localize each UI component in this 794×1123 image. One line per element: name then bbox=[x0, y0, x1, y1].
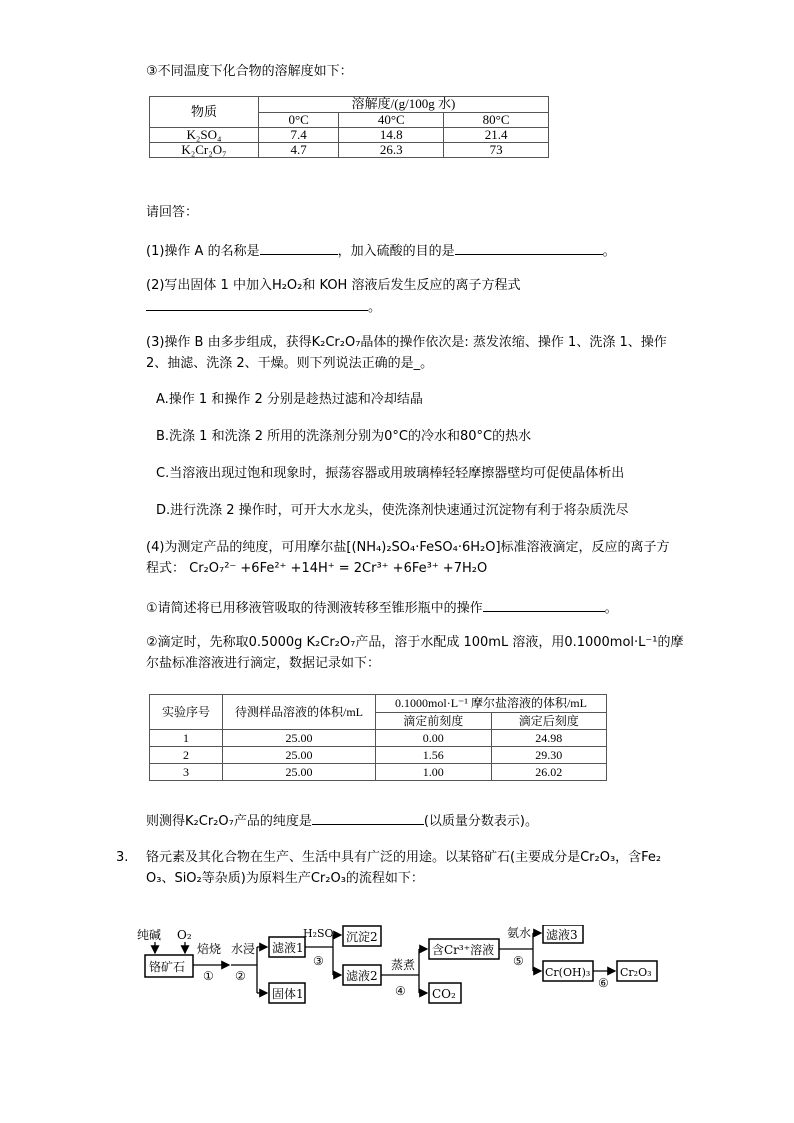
col-solubility: 溶解度/(g/100g 水) bbox=[259, 97, 549, 113]
answer-blank[interactable] bbox=[312, 810, 424, 825]
question-2-answer: 。 bbox=[146, 296, 381, 318]
question-3-text-line2: O₃、SiO₂等杂质)为原料生产Cr₂O₃的流程如下： bbox=[146, 871, 424, 886]
option-d: D.进行洗涤 2 操作时，可开大水龙头，使洗涤剂快速通过沉淀物有利于将杂质洗尽 bbox=[156, 503, 629, 518]
process-flow-diagram bbox=[135, 925, 695, 1010]
subquestion-1: ①请简述将已用移液管吸取的待测液转移至锥形瓶中的操作 。 bbox=[146, 597, 618, 619]
question-3-number: 3. bbox=[116, 850, 129, 865]
temp-80: 80°C bbox=[444, 112, 549, 128]
flow-cr3: 含Cr³⁺溶液 bbox=[432, 943, 495, 957]
col-substance: 物质 bbox=[150, 97, 259, 128]
temp-40: 40°C bbox=[339, 112, 444, 128]
table-row: 2 25.00 1.56 29.30 bbox=[150, 747, 607, 764]
flow-croh: Cr(OH)₃ bbox=[545, 966, 591, 979]
option-c: C.当溶液出现过饱和现象时，振荡容器或用玻璃棒轻轻摩擦器壁均可促使晶体析出 bbox=[156, 466, 625, 481]
option-b: B.洗涤 1 和洗涤 2 所用的洗涤剂分别为0°C的冷水和80°C的热水 bbox=[156, 429, 532, 444]
solubility-table bbox=[149, 96, 549, 158]
question-4-equation: 程式： Cr₂O₇²⁻ +6Fe²⁺ +14H⁺ = 2Cr³⁺ +6Fe³⁺ +7H₂O bbox=[146, 561, 488, 576]
answer-blank[interactable] bbox=[483, 597, 605, 612]
flow-solid1: 固体1 bbox=[272, 987, 304, 1001]
subquestion-2-line1: ②滴定时，先称取0.5000g K₂Cr₂O₇产品，溶于水配成 100mL 溶液，用0.1000mol·L⁻¹的摩 bbox=[146, 635, 684, 650]
flow-n5: ⑤ bbox=[513, 954, 524, 968]
question-4-line1: (4)为测定产品的纯度，可用摩尔盐[(NH₄)₂SO₄·FeSO₄·6H₂O]标准溶液滴定，反应的离子方 bbox=[146, 540, 670, 555]
question-3-line1: (3)操作 B 由多步组成，获得K₂Cr₂O₇晶体的操作依次是: 蒸发浓缩、操作 1、洗涤 1、操作 bbox=[146, 335, 667, 350]
table-row: 3 25.00 1.00 26.02 bbox=[150, 764, 607, 781]
flow-n3: ③ bbox=[313, 954, 324, 968]
flow-boil: 蒸煮 bbox=[391, 958, 416, 972]
subquestion-2-line2: 尔盐标准溶液进行滴定，数据记录如下： bbox=[146, 656, 381, 671]
titration-table: 实验序号 待测样品溶液的体积/mL 0.1000mol·L⁻¹ 摩尔盐溶液的体积/mL 滴定前刻度 滴定后刻度 1 25.00 0.00 24.98 2 25.00 1.56 29.30 3 25.00 1.00 26.02 bbox=[149, 694, 607, 781]
flow-ammonia: 氨水 bbox=[507, 926, 532, 940]
flow-prec2: 沉淀2 bbox=[346, 930, 378, 944]
question-3-text-line1: 铬元素及其化合物在生产、生活中具有广泛的用途。以某铬矿石(主要成分是Cr₂O₃，含Fe₂ bbox=[146, 850, 662, 865]
table-row: K₂Cr₂O₇ 4.7 26.3 73 bbox=[150, 143, 549, 158]
answer-blank[interactable] bbox=[146, 296, 368, 311]
flow-leach: 水浸 bbox=[231, 942, 256, 956]
flow-filt2: 滤液2 bbox=[346, 969, 378, 983]
flow-n4: ④ bbox=[395, 984, 406, 998]
flow-cr2o3: Cr₂O₃ bbox=[620, 966, 652, 979]
option-a: A.操作 1 和操作 2 分别是趁热过滤和冷却结晶 bbox=[156, 392, 423, 407]
answer-blank[interactable] bbox=[455, 240, 603, 255]
purity-question: 则测得K₂Cr₂O₇产品的纯度是 (以质量分数表示)。 bbox=[146, 810, 538, 832]
temp-0: 0°C bbox=[259, 112, 339, 128]
flow-n2: ② bbox=[235, 969, 246, 983]
question-3-line2: 2、抽滤、洗涤 2、干燥。则下列说法正确的是_。 bbox=[146, 356, 434, 371]
flow-filt1: 滤液1 bbox=[272, 941, 304, 955]
flow-roast: 焙烧 bbox=[197, 942, 222, 956]
question-1: (1)操作 A 的名称是 ，加入硫酸的目的是 。 bbox=[146, 240, 616, 262]
flow-soda: 纯碱 bbox=[137, 928, 162, 942]
answer-prompt: 请回答： bbox=[146, 205, 199, 220]
flow-h2so4: H₂SO₄ bbox=[303, 927, 338, 940]
table-row: 1 25.00 0.00 24.98 bbox=[150, 730, 607, 747]
answer-blank[interactable] bbox=[260, 240, 338, 255]
question-2: (2)写出固体 1 中加入H₂O₂和 KOH 溶液后发生反应的离子方程式 bbox=[146, 278, 521, 293]
solubility-intro: ③不同温度下化合物的溶解度如下： bbox=[146, 64, 353, 79]
flow-n6: ⑥ bbox=[598, 976, 609, 990]
table-row: K₂SO₄ 7.4 14.8 21.4 bbox=[150, 128, 549, 143]
flow-filt3: 滤液3 bbox=[546, 928, 578, 942]
flow-n1: ① bbox=[203, 969, 214, 983]
flow-co2: CO₂ bbox=[432, 987, 456, 1001]
flow-ore: 铬矿石 bbox=[149, 960, 186, 974]
flow-o2: O₂ bbox=[177, 928, 192, 942]
